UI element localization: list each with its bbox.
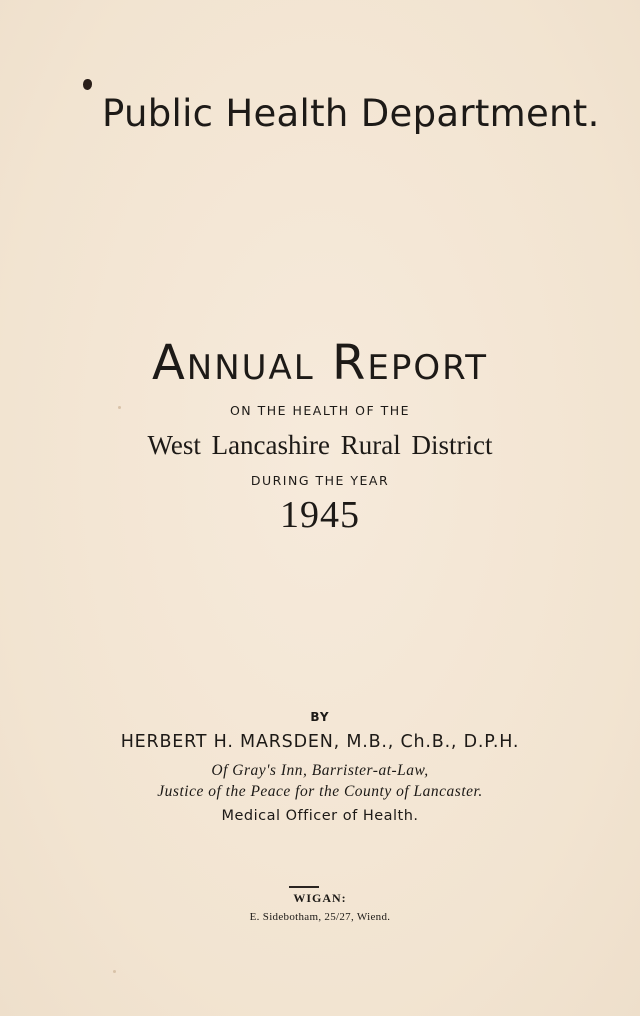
ink-blot-mark	[83, 79, 92, 90]
imprint-divider	[289, 886, 319, 888]
author-credentials-line2: Justice of the Peace for the County of Lancaster.	[157, 783, 483, 800]
author-role: Medical Officer of Health.	[221, 808, 419, 824]
by-label: BY	[310, 710, 330, 724]
report-title	[0, 335, 640, 391]
author-name: HERBERT H. MARSDEN, M.B., Ch.B., D.P.H.	[120, 732, 520, 752]
during-the-year-line: DURING THE YEAR	[250, 473, 390, 488]
report-year: 1945	[280, 494, 360, 536]
author-credentials-line1: Of Gray's Inn, Barrister-at-Law,	[211, 762, 429, 779]
report-title-text: Annual Report	[151, 335, 489, 391]
paper-speck	[113, 970, 116, 973]
department-heading: Public Health Department.	[102, 92, 600, 135]
on-the-health-line: ON THE HEALTH OF THE	[229, 403, 411, 418]
imprint-place: WIGAN:	[293, 891, 347, 905]
paper-speck	[118, 406, 121, 409]
imprint-printer: E. Sidebotham, 25/27, Wiend.	[249, 911, 391, 923]
district-name: West Lancashire Rural District	[147, 430, 493, 460]
